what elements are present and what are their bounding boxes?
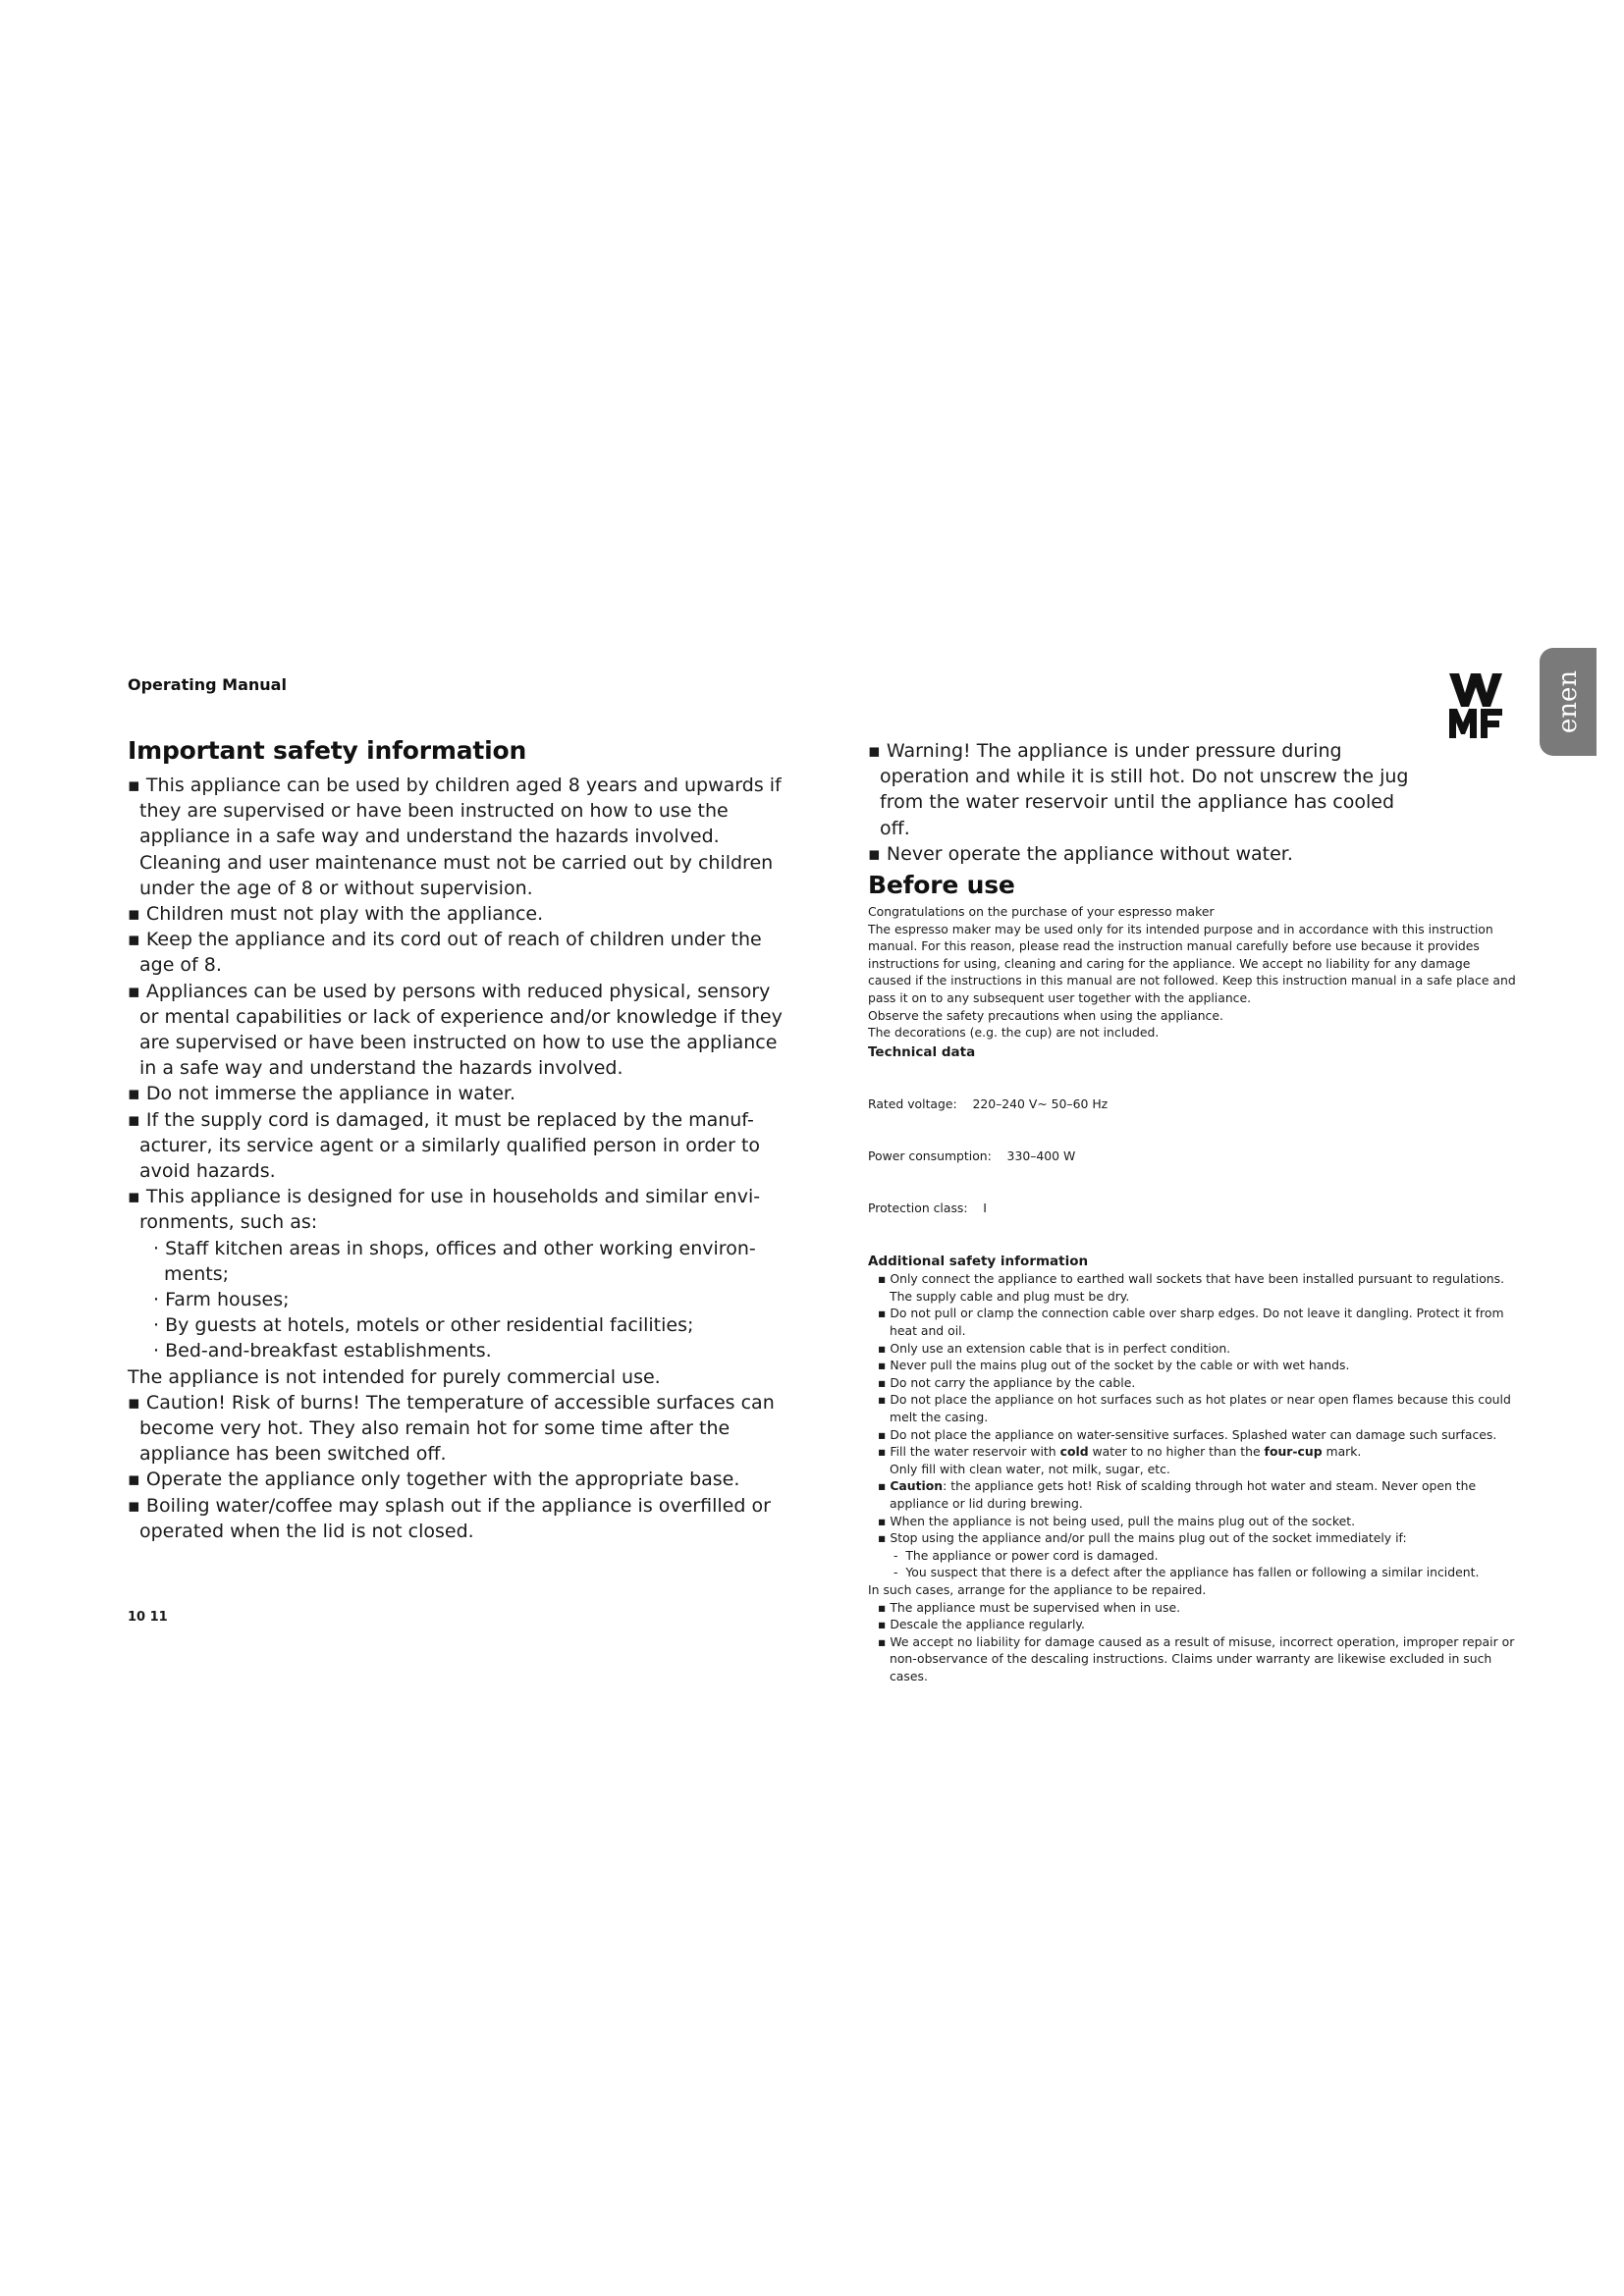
environment-item: · By guests at hotels, motels or other residential facilities; (153, 1312, 785, 1338)
commercial-use-note: The appliance is not intended for purely commercial use. (128, 1365, 661, 1388)
page-numbers: 10 11 (128, 1610, 168, 1625)
before-use-intro (868, 903, 1516, 1041)
caution-text: : the appliance gets hot! Risk of scalding through hot water and steam. Never open the appliance or lid during brewing. (890, 1478, 1477, 1512)
language-tab (1540, 648, 1597, 756)
additional-item: ▪ We accept no liability for damage caused as a result of misuse, incorrect operation, improper repair or non-observance of the descaling instructions. Claims under warranty are likewise excluded in such cases. (868, 1633, 1516, 1685)
right-column (868, 738, 1516, 1685)
before-use-heading: Before use (868, 871, 1015, 900)
technical-data (868, 1061, 1516, 1252)
defect-item: - The appliance or power cord is damaged. (868, 1547, 1516, 1565)
intro-text: The espresso maker may be used only for its intended purpose and in accordance with this instruction manual. For this reason, please read the instruction manual carefully before use because it provides instructions for using, cleaning and caring for the appliance. We accept no liability for any damage caused if the instructions in this manual are not followed. Keep this instruction manual in a safe place and pass it on to any subsequent user together with the appliance. (868, 921, 1516, 1005)
additional-item: ▪ The appliance must be supervised when in use. (868, 1599, 1516, 1617)
safety-heading: Important safety information (128, 736, 527, 765)
repair-note: In such cases, arrange for the appliance to be repaired. (868, 1581, 1207, 1597)
safety-item: ▪ If the supply cord is damaged, it must be replaced by the manuf-acturer, its service agent or a similarly qualified person in order to avoid hazards. (128, 1107, 785, 1185)
warning-item: ▪ Never operate the appliance without water. (868, 841, 1428, 867)
wmf-logo (1447, 669, 1504, 740)
warning-list (868, 738, 1516, 867)
technical-row: Power consumption: 330–400 W (868, 1148, 1076, 1163)
technical-data-heading: Technical data (868, 1043, 976, 1060)
environment-sublist (128, 1236, 785, 1364)
fill-cold: cold (1059, 1444, 1089, 1460)
additional-item: ▪ Stop using the appliance and/or pull the mains plug out of the socket immediately if: (868, 1529, 1516, 1547)
environment-item: · Staff kitchen areas in shops, offices and other working environ-ments; (153, 1236, 785, 1287)
additional-safety-heading: Additional safety information (868, 1254, 1089, 1270)
safety-item: ▪ Keep the appliance and its cord out of reach of children under the age of 8. (128, 927, 785, 978)
technical-row: Protection class: I (868, 1200, 987, 1215)
additional-item: ▪ Do not place the appliance on water-sensitive surfaces. Splashed water can damage such surfaces. (868, 1426, 1516, 1444)
left-column (128, 736, 785, 1544)
additional-item: ▪ Never pull the mains plug out of the socket by the cable or with wet hands. (868, 1357, 1516, 1374)
additional-item: ▪ When the appliance is not being used, pull the mains plug out of the socket. (868, 1513, 1516, 1530)
additional-item: ▪ Only connect the appliance to earthed wall sockets that have been installed pursuant to regulations. The supply cable and plug must be dry. (868, 1270, 1516, 1305)
additional-item: ▪ Do not carry the appliance by the cable. (868, 1374, 1516, 1392)
additional-item: ▪ Do not place the appliance on hot surfaces such as hot plates or near open flames because this could melt the casing. (868, 1391, 1516, 1425)
safety-item: ▪ Appliances can be used by persons with reduced physical, sensory or mental capabilities or lack of experience and/or knowledge if they are supervised or have been instructed on how to use the appliance in a safe way and understand the hazards involved. (128, 979, 785, 1082)
additional-safety-list (868, 1270, 1516, 1684)
fill-post: mark. (1322, 1444, 1362, 1460)
warning-item: ▪ Warning! The appliance is under pressure during operation and while it is still hot. Do not unscrew the jug from the water reservoir until the appliance has cooled off. (868, 738, 1428, 841)
safety-item: ▪ Do not immerse the appliance in water. (128, 1081, 785, 1106)
safety-item: ▪ Children must not play with the appliance. (128, 901, 785, 927)
intro-text: Observe the safety precautions when using the appliance. (868, 1007, 1223, 1023)
defect-item: - You suspect that there is a defect after the appliance has fallen or following a similar incident. (868, 1564, 1516, 1581)
safety-item: ▪ Operate the appliance only together with the appropriate base. (128, 1467, 785, 1492)
additional-item: ▪ Only use an extension cable that is in perfect condition. (868, 1340, 1516, 1358)
intro-text: Congratulations on the purchase of your espresso maker (868, 904, 1215, 920)
language-tab-label: enen (1553, 669, 1584, 734)
environment-item: · Farm houses; (153, 1287, 785, 1312)
safety-item: ▪ Boiling water/coffee may splash out if the appliance is overfilled or operated when the lid is not closed. (128, 1493, 785, 1544)
fill-note: Only fill with clean water, not milk, sugar, etc. (890, 1461, 1170, 1476)
additional-item: ▪ Do not pull or clamp the connection cable over sharp edges. Do not leave it dangling. Protect it from heat and oil. (868, 1305, 1516, 1339)
running-header: Operating Manual (128, 675, 287, 694)
fill-mid: water to no higher than the (1088, 1444, 1265, 1460)
safety-item: ▪ Caution! Risk of burns! The temperature of accessible surfaces can become very hot. They also remain hot for some time after the appliance has been switched off. (128, 1390, 785, 1468)
environment-item: · Bed-and-breakfast establishments. (153, 1338, 785, 1363)
fill-mark: four-cup (1264, 1444, 1323, 1460)
fill-pre: Fill the water reservoir with (890, 1444, 1060, 1460)
intro-text: The decorations (e.g. the cup) are not included. (868, 1025, 1160, 1041)
technical-row: Rated voltage: 220–240 V~ 50–60 Hz (868, 1095, 1109, 1111)
safety-list (128, 773, 785, 1544)
safety-item: ▪ This appliance can be used by children aged 8 years and upwards if they are supervised or have been instructed on how to use the appliance in a safe way and understand the hazards involved. Cleaning and user maintenance must not be carried out by children under the age of 8 or without supervision. (128, 773, 785, 901)
caution-item (868, 1477, 1516, 1512)
caution-label: Caution (890, 1478, 944, 1494)
safety-item: ▪ This appliance is designed for use in households and similar envi-ronments, such as: (128, 1184, 785, 1235)
additional-item: ▪ Descale the appliance regularly. (868, 1616, 1516, 1633)
fill-instruction (868, 1443, 1516, 1461)
